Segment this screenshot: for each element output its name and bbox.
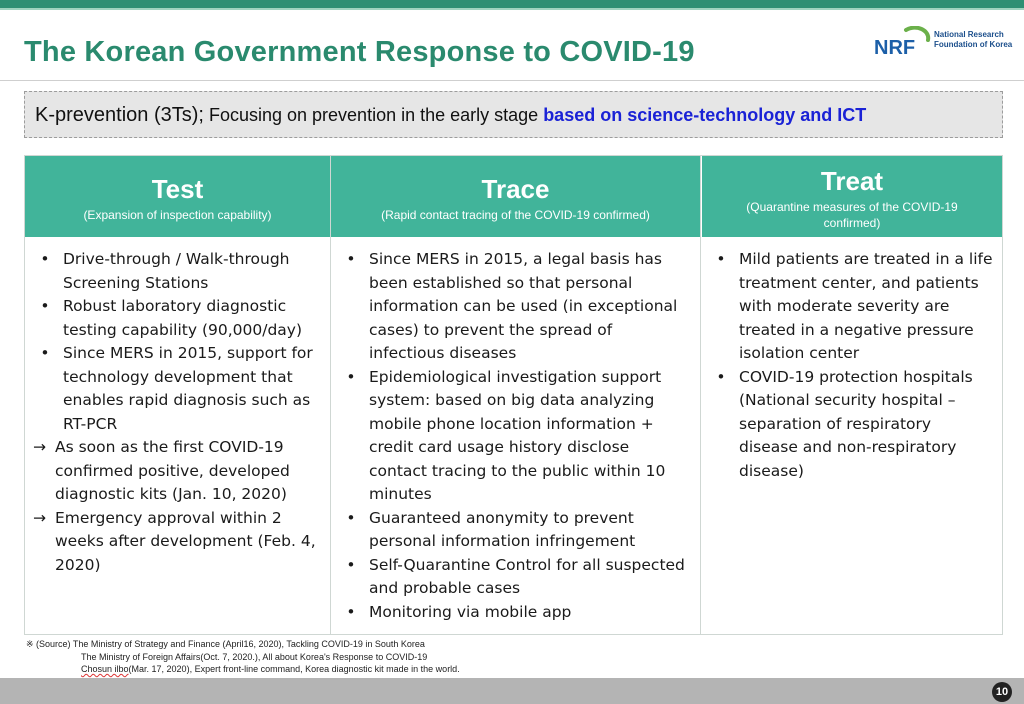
column-title: Treat — [820, 166, 884, 196]
source-line: ※ (Source) The Ministry of Strategy and Finance (April16, 2020), Tackling COVID-19 in South Korea — [26, 639, 425, 649]
slide-title: The Korean Government Response to COVID-19 — [24, 36, 695, 68]
column-treat — [700, 156, 1002, 634]
column-body — [331, 238, 700, 624]
list-item: → As soon as the first COVID-19 confirmed positive, developed diagnostic kits (Jan. 10, 2020) — [33, 438, 290, 503]
list-item: • Robust laboratory diagnostic testing capability (90,000/day) — [33, 295, 322, 342]
column-title: Test — [151, 174, 204, 204]
bullet-icon: • — [716, 367, 726, 386]
logo-abbrev: NRF — [874, 37, 916, 58]
source-line: Chosun ilbo(Mar. 17, 2020), Expert front-line command, Korea diagnostic kit made in the world. — [81, 664, 460, 674]
column-subtitle: (Quarantine measures of the COVID-19 confirmed) — [746, 200, 958, 230]
three-ts-table — [24, 155, 1003, 635]
top-accent-bar — [0, 0, 1024, 8]
list-item: → Emergency approval within 2 weeks after development (Feb. 4, 2020) — [33, 508, 316, 574]
list-item: • Self-Quarantine Control for all suspected and probable cases — [339, 554, 692, 601]
source-line: The Ministry of Foreign Affairs(Oct. 7, 2020.), All about Korea's Response to COVID-19 — [81, 651, 428, 662]
title-divider — [0, 80, 1024, 81]
arrow-right-icon: → — [33, 438, 46, 456]
list-item: • Mild patients are treated in a life treatment center, and patients with moderate severity are treated in a negative pressure isolation center — [709, 248, 994, 366]
list-item: • Guaranteed anonymity to prevent personal information infringement — [339, 507, 692, 554]
bullet-icon: • — [346, 555, 356, 574]
column-subtitle: (Expansion of inspection capability) — [83, 208, 272, 222]
bullet-icon: • — [346, 367, 356, 386]
column-header-treat — [701, 156, 1002, 238]
top-accent-line — [0, 8, 1024, 10]
subtitle-text: Focusing on prevention in the early stage — [203, 105, 544, 125]
bullet-icon: • — [40, 344, 50, 362]
bullet-icon: • — [346, 508, 356, 527]
source-publisher: Chosun ilbo — [81, 664, 129, 674]
column-body — [25, 238, 330, 577]
list-item: • Since MERS in 2015, a legal basis has been established so that personal information can be used (in exceptional cases) to prevent the spread of infectious diseases — [339, 248, 692, 366]
column-body — [701, 238, 1002, 483]
list-item: • Monitoring via mobile app — [339, 601, 692, 625]
nrf-logo — [872, 22, 1012, 62]
nrf-logo-icon — [872, 26, 932, 58]
list-item: • Since MERS in 2015, support for technology development that enables rapid diagnosis such as RT-PCR — [33, 342, 322, 436]
column-test — [25, 156, 330, 634]
bullet-icon: • — [716, 250, 726, 268]
column-subtitle: (Rapid contact tracing of the COVID-19 confirmed) — [381, 208, 650, 222]
list-item: • Epidemiological investigation support system: based on big data analyzing mobile phone location information + credit card usage history disclose contact tracing to the public within 10 minutes — [339, 366, 692, 507]
list-item: • Drive-through / Walk-through Screening Stations — [33, 248, 322, 295]
column-header-trace — [331, 156, 700, 238]
subtitle-highlight: based on science-technology and ICT — [543, 105, 867, 125]
arrow-right-icon: → — [33, 508, 46, 527]
list-item: • COVID-19 protection hospitals (National security hospital – separation of respiratory disease and non-respiratory disease) — [709, 366, 994, 484]
subtitle-box — [24, 91, 1003, 138]
column-title: Trace — [481, 174, 550, 204]
logo-name: National Research Foundation of Korea — [934, 30, 1013, 49]
bullet-icon: • — [40, 250, 50, 268]
footer-bar — [0, 678, 1024, 704]
subtitle-main: K-prevention (3Ts); — [35, 104, 204, 126]
column-header-test — [25, 156, 330, 238]
bullet-icon: • — [346, 250, 356, 268]
bullet-icon: • — [346, 602, 356, 621]
bullet-icon: • — [40, 297, 50, 315]
page-number: 10 — [992, 682, 1012, 702]
column-trace — [330, 156, 700, 634]
source-notes — [26, 638, 460, 676]
